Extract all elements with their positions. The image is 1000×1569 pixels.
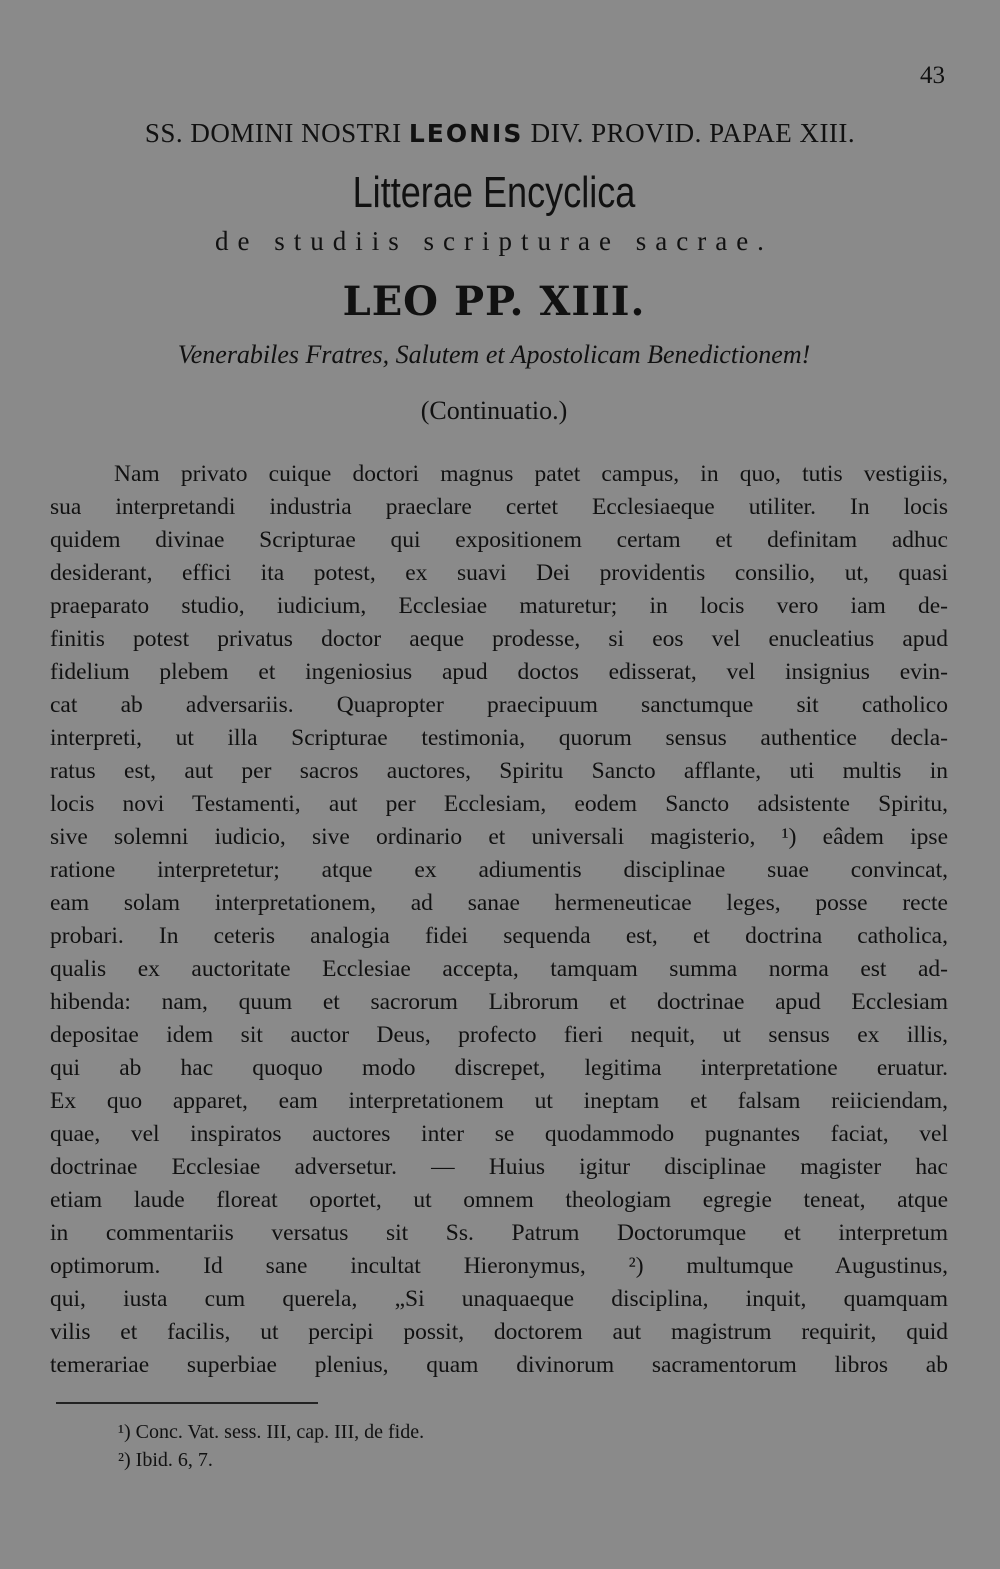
text-line: qui ab hac quoquo modo discrepet, legitima interpretatione eruatur. [50,1055,948,1081]
text-line: depositae idem sit auctor Deus, profecto fieri nequit, ut sensus ex illis, [50,1022,948,1048]
text-line: etiam laude floreat oportet, ut omnem theologiam egregie teneat, atque [50,1187,948,1213]
footnote-rule [56,1402,318,1404]
continuation-note: (Continuatio.) [420,396,568,425]
header-part-3: DIV. PROVID. PAPAE XIII. [530,118,856,148]
document-header [40,118,960,149]
text-line: quae, vel inspiratos auctores inter se quodammodo pugnantes faciat, vel [50,1121,948,1147]
text-line: probari. In ceteris analogia fidei sequenda est, et doctrina catholica, [50,923,948,949]
page-number: 43 [920,62,945,89]
document-title: Litterae Encyclica [352,168,636,217]
footnote-2: ²) Ibid. 6, 7. [118,1449,213,1471]
text-line: eam solam interpretationem, ad sanae hermeneuticae leges, posse recte [50,890,948,916]
header-part-1: SS. DOMINI NOSTRI [144,118,402,148]
document-subtitle: de studiis scripturae sacrae. [215,226,773,256]
text-line: qui, iusta cum querela, „Si unaquaeque disciplina, inquit, quamquam [50,1286,948,1312]
text-line: qualis ex auctoritate Ecclesiae accepta, tamquam summa norma est ad- [50,956,948,982]
text-line: desiderant, effici ita potest, ex suavi Dei providentis consilio, ut, quasi [50,560,948,586]
text-line: quidem divinae Scripturae qui expositionem certam et definitam adhuc [50,527,948,553]
text-line: praeparato studio, iudicium, Ecclesiae maturetur; in locis vero iam de- [50,593,948,619]
text-line: Nam privato cuique doctori magnus patet campus, in quo, tutis vestigiis, [114,461,948,487]
text-line: interpreti, ut illa Scripturae testimonia, quorum sensus authentice decla- [50,725,948,751]
text-line: hibenda: nam, quum et sacrorum Librorum et doctrinae apud Ecclesiam [50,989,948,1015]
text-line: ratus est, aut per sacros auctores, Spiritu Sancto afflante, uti multis in [50,758,948,784]
text-line: locis novi Testamenti, aut per Ecclesiam, eodem Sancto adsistente Spiritu, [50,791,948,817]
body-text [50,458,948,1382]
text-line: vilis et facilis, ut percipi possit, doctorem aut magistrum requirit, quid [50,1319,948,1345]
text-line: temerariae superbiae plenius, quam divinorum sacramentorum libros ab [50,1352,948,1378]
greeting: Venerabiles Fratres, Salutem et Apostolicam Benedictionem! [177,340,811,369]
header-part-2: LEONIS [408,119,524,148]
text-line: sua interpretandi industria praeclare certet Ecclesiaeque utiliter. In locis [50,494,948,520]
text-line: sive solemni iudicio, sive ordinario et universali magisterio, ¹) eâdem ipse [50,824,948,850]
text-line: fidelium plebem et ingeniosius apud doctos edisserat, vel insignius evin- [50,659,948,685]
footnote-1: ¹) Conc. Vat. sess. III, cap. III, de fide. [118,1421,425,1443]
text-line: optimorum. Id sane incultat Hieronymus, ²) multumque Augustinus, [50,1253,948,1279]
text-line: Ex quo apparet, eam interpretationem ut ineptam et falsam reiiciendam, [50,1088,948,1114]
text-line: doctrinae Ecclesiae adversetur. — Huius igitur disciplinae magister hac [50,1154,948,1180]
footnotes [118,1418,718,1474]
text-line: ratione interpretetur; atque ex adiumentis disciplinae suae convincat, [50,857,948,883]
text-line: in commentariis versatus sit Ss. Patrum Doctorumque et interpretum [50,1220,948,1246]
text-line: cat ab adversariis. Quapropter praecipuum sanctumque sit catholico [50,692,948,718]
pope-name: LEO PP. XIII. [342,278,646,325]
text-line: finitis potest privatus doctor aeque prodesse, si eos vel enucleatius apud [50,626,948,652]
